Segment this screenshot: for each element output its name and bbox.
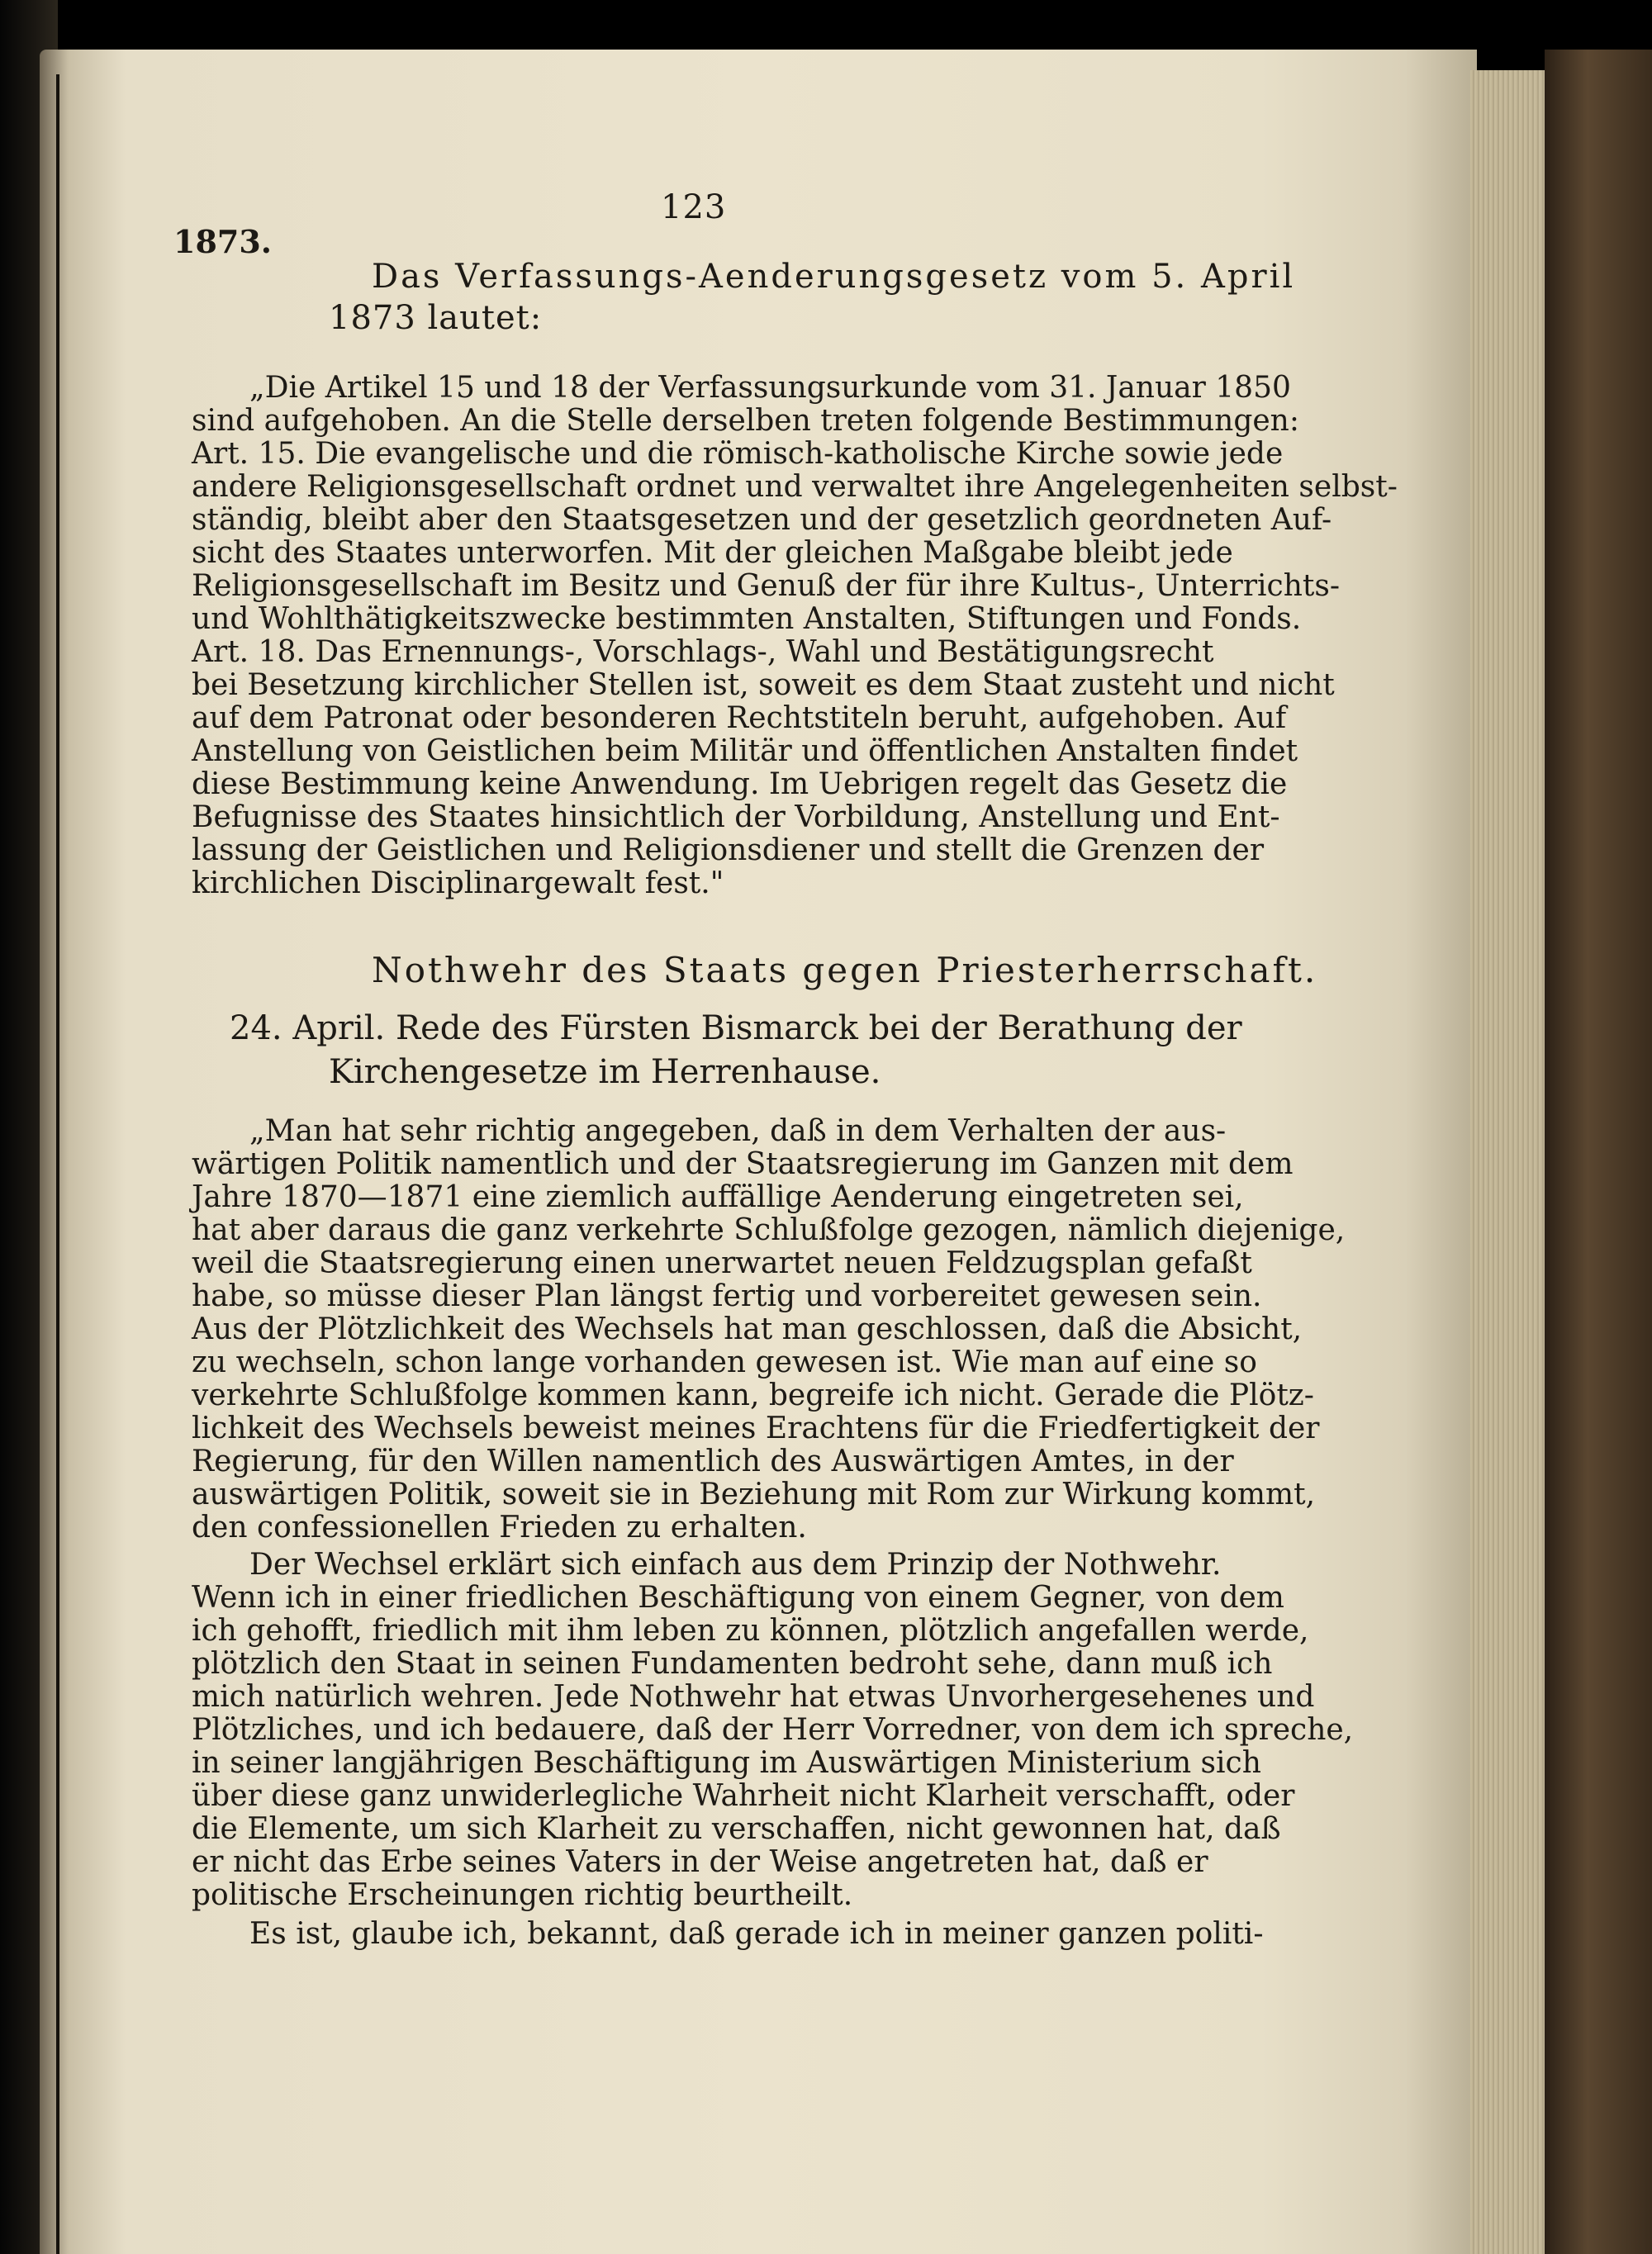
speech-line: habe, so müsse dieser Plan längst fertig und vorbereitet gewesen sein.: [192, 1279, 1262, 1313]
speech-line: plötzlich den Staat in seinen Fundamenten bedroht sehe, dann muß ich: [192, 1647, 1273, 1681]
speech-line: die Elemente, um sich Klarheit zu verschaffen, nicht gewonnen hat, daß: [192, 1812, 1281, 1846]
intro-line-2: 1873 lautet:: [329, 299, 543, 337]
gutter-shadow: [56, 74, 59, 2254]
speech-line: Regierung, für den Willen namentlich des Auswärtigen Amtes, in der: [192, 1445, 1234, 1478]
speech-line: verkehrte Schlußfolge kommen kann, begreife ich nicht. Gerade die Plötz-: [192, 1378, 1314, 1412]
quote-line: Art. 15. Die evangelische und die römisch-katholische Kirche sowie jede: [192, 437, 1284, 471]
speech-line: über diese ganz unwiderlegliche Wahrheit nicht Klarheit verschafft, oder: [192, 1779, 1295, 1813]
speech-line: in seiner langjährigen Beschäftigung im Auswärtigen Ministerium sich: [192, 1746, 1261, 1780]
intro-line-1: Das Verfassungs-Aenderungsgesetz vom 5. April: [372, 258, 1296, 296]
quote-line: und Wohlthätigkeitszwecke bestimmten Anstalten, Stiftungen und Fonds.: [192, 602, 1302, 636]
page-number: 123: [661, 188, 727, 226]
speech-line: Aus der Plötzlichkeit des Wechsels hat man geschlossen, daß die Absicht,: [192, 1312, 1303, 1346]
book-cover-edge: [1545, 50, 1652, 2254]
speech-line: Es ist, glaube ich, bekannt, daß gerade ich in meiner ganzen politi-: [249, 1917, 1264, 1951]
speech-line: Jahre 1870—1871 eine ziemlich auffällige Aenderung eingetreten sei,: [192, 1180, 1244, 1214]
section-date-line-2: Kirchengesetze im Herrenhause.: [329, 1053, 881, 1091]
year-marginal: 1873.: [173, 223, 272, 260]
speech-line: politische Erscheinungen richtig beurtheilt.: [192, 1878, 853, 1912]
quote-line: Befugnisse des Staates hinsichtlich der Vorbildung, Anstellung und Ent-: [192, 800, 1280, 834]
section-date-line-1: 24. April. Rede des Fürsten Bismarck bei der Berathung der: [230, 1009, 1242, 1047]
quote-line: Anstellung von Geistlichen beim Militär und öffentlichen Anstalten findet: [192, 734, 1298, 768]
quote-line: „Die Artikel 15 und 18 der Verfassungsurkunde vom 31. Januar 1850: [249, 371, 1291, 405]
speech-line: den confessionellen Frieden zu erhalten.: [192, 1511, 807, 1545]
quote-line: andere Religionsgesellschaft ordnet und verwaltet ihre Angelegenheiten selbst-: [192, 470, 1398, 504]
speech-line: Plötzliches, und ich bedauere, daß der Herr Vorredner, von dem ich spreche,: [192, 1713, 1354, 1747]
quote-line: bei Besetzung kirchlicher Stellen ist, soweit es dem Staat zusteht und nicht: [192, 668, 1335, 702]
quote-line: auf dem Patronat oder besonderen Rechtstiteln beruht, aufgehoben. Auf: [192, 701, 1287, 735]
speech-line: lichkeit des Wechsels beweist meines Erachtens für die Friedfertigkeit der: [192, 1412, 1320, 1445]
quote-line: lassung der Geistlichen und Religionsdiener und stellt die Grenzen der: [192, 833, 1265, 867]
speech-line: auswärtigen Politik, soweit sie in Beziehung mit Rom zur Wirkung kommt,: [192, 1478, 1316, 1511]
section-heading: Nothwehr des Staats gegen Priesterherrschaft.: [372, 950, 1318, 990]
speech-line: hat aber daraus die ganz verkehrte Schlußfolge gezogen, nämlich diejenige,: [192, 1213, 1346, 1247]
speech-line: „Man hat sehr richtig angegeben, daß in dem Verhalten der aus-: [249, 1114, 1227, 1148]
speech-line: ich gehofft, friedlich mit ihm leben zu können, plötzlich angefallen werde,: [192, 1614, 1309, 1648]
quote-line: sicht des Staates unterworfen. Mit der gleichen Maßgabe bleibt jede: [192, 536, 1233, 570]
quote-line: Art. 18. Das Ernennungs-, Vorschlags-, Wahl und Bestätigungsrecht: [192, 635, 1214, 669]
quote-line: ständig, bleibt aber den Staatsgesetzen und der gesetzlich geordneten Auf-: [192, 503, 1332, 537]
speech-line: zu wechseln, schon lange vorhanden gewesen ist. Wie man auf eine so: [192, 1345, 1257, 1379]
speech-line: er nicht das Erbe seines Vaters in der Weise angetreten hat, daß er: [192, 1845, 1208, 1879]
speech-line: wärtigen Politik namentlich und der Staatsregierung im Ganzen mit dem: [192, 1147, 1294, 1181]
speech-line: Der Wechsel erklärt sich einfach aus dem Prinzip der Nothwehr.: [249, 1548, 1222, 1582]
quote-line: Religionsgesellschaft im Besitz und Genuß der für ihre Kultus-, Unterrichts-: [192, 569, 1340, 603]
quote-line: diese Bestimmung keine Anwendung. Im Uebrigen regelt das Gesetz die: [192, 767, 1288, 801]
quote-line: kirchlichen Disciplinargewalt fest.": [192, 866, 724, 900]
speech-line: Wenn ich in einer friedlichen Beschäftigung von einem Gegner, von dem: [192, 1581, 1284, 1615]
speech-line: mich natürlich wehren. Jede Nothwehr hat etwas Unvorhergesehenes und: [192, 1680, 1315, 1714]
speech-line: weil die Staatsregierung einen unerwartet neuen Feldzugsplan gefaßt: [192, 1246, 1252, 1280]
page-stack-edge: [1470, 70, 1549, 2254]
quote-line: sind aufgehoben. An die Stelle derselben treten folgende Bestimmungen:: [192, 404, 1299, 438]
